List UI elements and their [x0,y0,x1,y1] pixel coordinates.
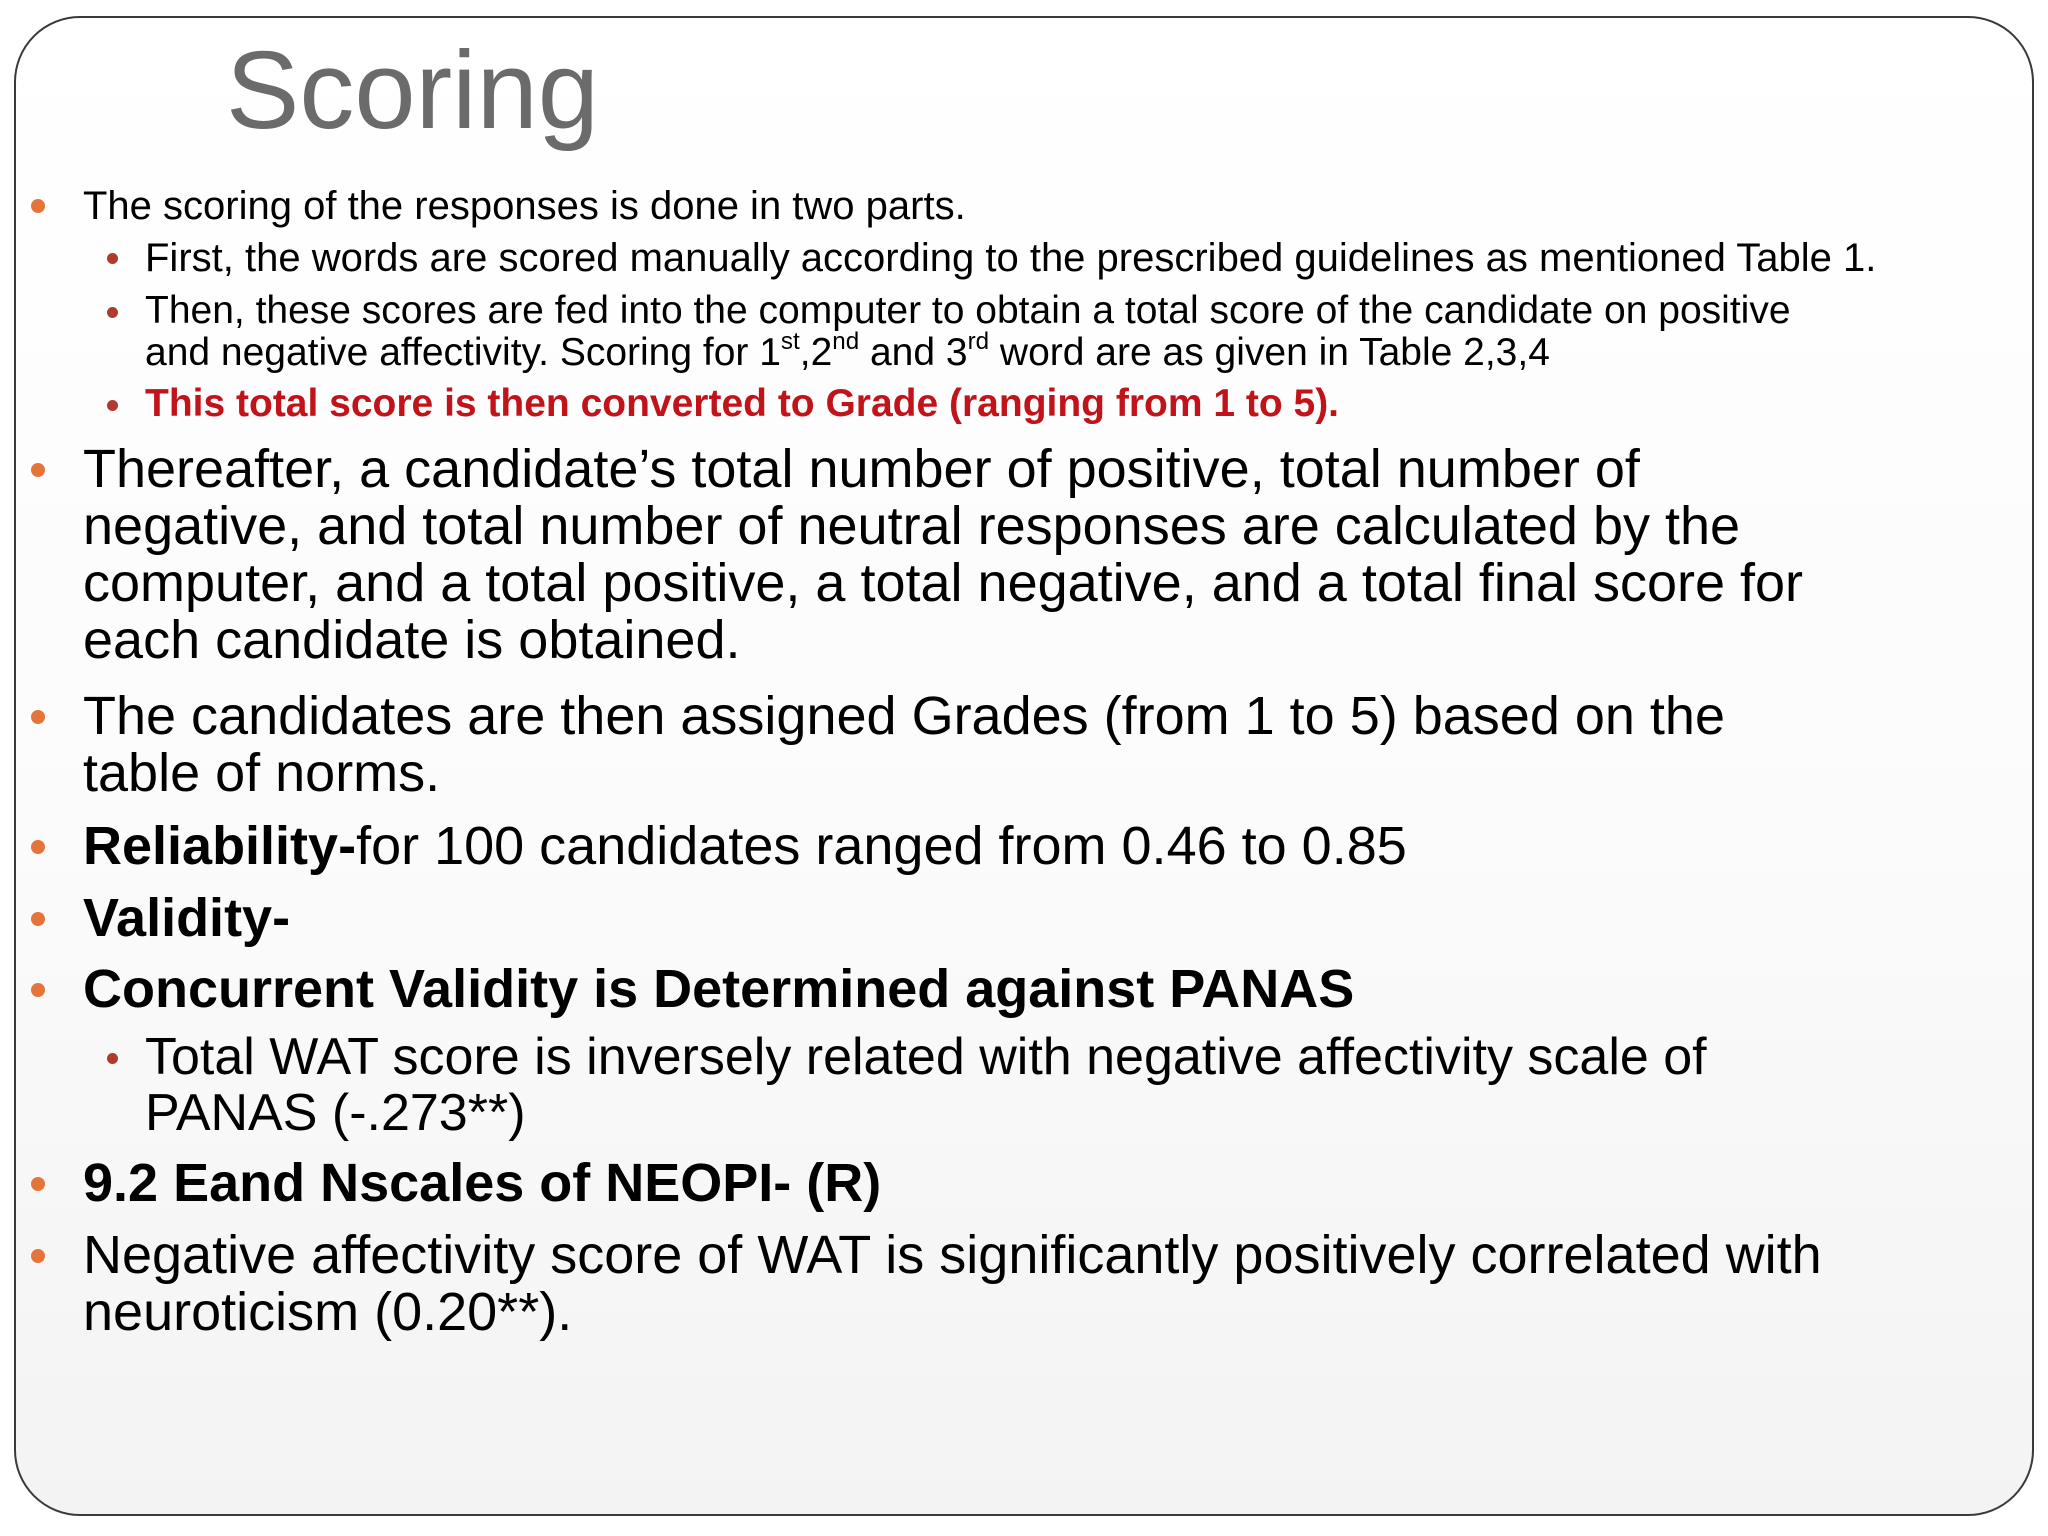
text-fragment: ,2 [799,331,833,374]
bullet-dot-icon [31,710,45,724]
bullet-text-line: Total WAT score is inversely related with negative affectivity scale of [145,1028,1707,1086]
bullet-item-grades [83,688,1725,802]
bullet-text-line: The candidates are then assigned Grades (from 1 to 5) based on the [83,686,1725,746]
bullet-dot-icon [107,1053,118,1064]
superscript: st [780,328,800,355]
bullet-item-neuroticism [83,1227,1822,1341]
bullet-dot-icon [31,840,45,854]
bullet-text-line [145,328,1791,374]
bullet-text [83,818,1407,875]
bullet-text: First, the words are scored manually according to the prescribed guidelines as mentioned Table 1. [145,236,1877,280]
bullet-item-concurrent-validity [83,961,1354,1018]
bullet-dot-icon [107,400,118,411]
bullet-item-validity [83,890,290,947]
bullet-dot-icon [31,1249,45,1263]
sub-bullet-item-grade-conversion [145,383,1339,425]
bullet-dot-icon [107,253,118,264]
bullet-item-scoring-parts [83,184,966,228]
bold-label: Validity- [83,888,291,948]
text-fragment: and 3 [859,331,968,374]
bold-label: 9.2 Eand Nscales of NEOPI- (R) [83,1153,882,1213]
bullet-text-line: table of norms. [83,743,441,803]
bullet-dot-icon [31,983,45,997]
bullet-dot-icon [107,307,118,318]
bullet-item-reliability [83,818,1407,875]
text-fragment: and negative affectivity. Scoring for 1 [145,331,781,374]
highlighted-text: This total score is then converted to Grade (ranging from 1 to 5). [145,382,1340,425]
bullet-text-line: neuroticism (0.20**). [83,1282,573,1342]
bullet-item-neopi [83,1155,881,1212]
sub-bullet-item-computer-scoring [145,290,1791,374]
bullet-text-line: negative, and total number of neutral responses are calculated by the [83,496,1741,556]
sub-bullet-item-manual-scoring [145,236,1876,280]
bullet-text-line: Negative affectivity score of WAT is significantly positively correlated with [83,1225,1822,1285]
bullet-dot-icon [31,1177,45,1191]
bullet-dot-icon [31,912,45,926]
bullet-text-line: computer, and a total positive, a total negative, and a total final score for [83,553,1804,613]
bold-label: Concurrent Validity is Determined against PANAS [83,959,1355,1019]
bullet-text-line: each candidate is obtained. [83,610,741,670]
superscript: nd [832,328,860,355]
text-fragment: for 100 candidates ranged from 0.46 to 0.85 [356,816,1407,876]
bullet-dot-icon [31,199,45,213]
bullet-text-line: Thereafter, a candidate’s total number of positive, total number of [83,439,1640,499]
bullet-text: The scoring of the responses is done in two parts. [83,184,966,228]
superscript: rd [967,328,990,355]
bullet-item-totals [83,441,1803,669]
bold-label: Reliability- [83,816,357,876]
slide-title: Scoring [226,29,599,152]
bullet-dot-icon [31,463,45,477]
bullet-text-line: PANAS (-.273**) [145,1084,526,1142]
bullet-text-line: Then, these scores are fed into the computer to obtain a total score of the candidate on positive [145,289,1791,332]
text-fragment: word are as given in Table 2,3,4 [989,331,1550,374]
sub-bullet-item-panas [145,1029,1707,1141]
